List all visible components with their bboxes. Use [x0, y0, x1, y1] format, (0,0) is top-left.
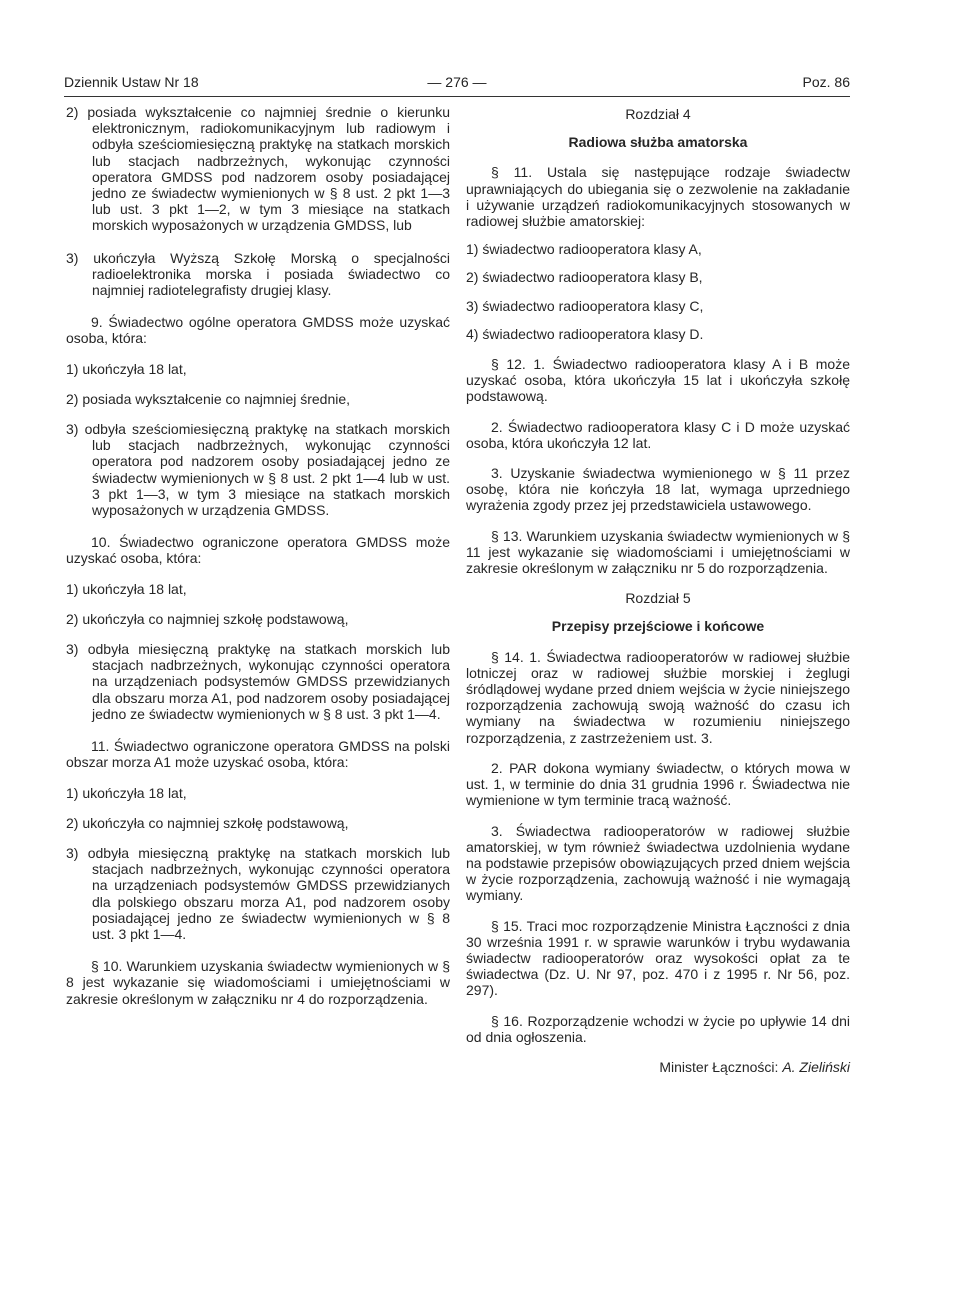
position-number: Poz. 86: [802, 74, 850, 90]
paragraph-11-item-3: 3) świadectwo radiooperatora klasy C,: [466, 297, 704, 314]
paragraph-16: § 16. Rozporządzenie wchodzi w życie po upływie 14 dni od dnia ogłoszenia.: [466, 1012, 850, 1045]
paragraph-12-3: 3. Uzyskanie świadectwa wymienionego w § 11 przez osobę, która nie kończyła 18 lat, wymaga uprzedniego wyrażenia zgody przez jej przedstawiciela ustawowego.: [466, 465, 850, 514]
running-header: [64, 74, 850, 96]
chapter-5-title: Przepisy przejściowe i końcowe: [551, 618, 765, 635]
section-9-item-3: 3) odbyła sześciomiesięczną praktykę na statkach morskich lub stacjach nadbrzeżnych, wykonując czynności operatora pod nadzorem osoby posiadającej jedno ze świadectw wymienionych w § 8 ust. 2 pkt 1—4 lub w ust. 3 pkt 1—3, w tym 3 miesiące na statkach morskich wyposażonych w urządzenia GMDSS.: [66, 421, 450, 519]
signature-role: Minister Łączności:: [659, 1058, 783, 1075]
paragraph-14-3: 3. Świadectwa radiooperatorów w radiowej służbie amatorskiej, w tym również świadectwa uzdolnienia wydane na podstawie przepisów obowiązujących przed dniem wejścia w życie rozporządzenia, zachowują ważność i nie wymagają wymiany.: [466, 822, 850, 904]
paragraph-14-1: § 14. 1. Świadectwa radiooperatorów w radiowej służbie lotniczej oraz w radiowej służbie morskiej i żeglugi śródlądowej wydane przed dniem wejścia w życie niniejszego rozporządzenia zachowują swoją ważność do czasu ich wymiany na świadectwa w rozumieniu niniejszego rozporządzenia, z zastrzeżeniem ust. 3.: [466, 648, 850, 746]
paragraph-11-intro: § 11. Ustala się następujące rodzaje świadectw uprawniających do ubiegania się o zezwolenie na zakładanie i używanie urządzeń radiokomunikacyjnych stosowanych w radiowej służbie amatorskiej:: [466, 164, 850, 230]
left-item-2: 2) posiada wykształcenie co najmniej średnie o kierunku elektronicznym, radiokomunikacyjnym lub radiowym i odbyła sześciomiesięczną praktykę na statkach morskich lub stacjach nadbrzeżnych, wykonując czynności operatora GMDSS pod nadzorem osoby posiadającej jedno ze świadectw wymienionych w § 8 ust. 2 pkt 1—3 lub ust. 3 pkt 1—2, w tym 3 miesiące na statkach morskich wyposażonych w urządzenia GMDSS, lub: [66, 104, 450, 234]
section-10-item-1: 1) ukończyła 18 lat,: [66, 580, 187, 597]
paragraph-11-item-1: 1) świadectwo radiooperatora klasy A,: [466, 241, 702, 258]
paragraph-10: § 10. Warunkiem uzyskania świadectw wymienionych w § 8 jest wykazanie się wiadomościami i umiejętnościami w zakresie określonym w załączniku nr 4 do rozporządzenia.: [66, 958, 450, 1007]
left-column: [66, 104, 450, 1007]
paragraph-12-1: § 12. 1. Świadectwo radiooperatora klasy A i B może uzyskać osoba, która ukończyła 15 lat i ukończyła szkołę podstawową.: [466, 356, 850, 405]
section-10-intro: 10. Świadectwo ograniczone operatora GMDSS może uzyskać osoba, która:: [66, 534, 450, 567]
signature: [466, 1059, 850, 1075]
section-9-intro: 9. Świadectwo ogólne operatora GMDSS może uzyskać osoba, która:: [66, 314, 450, 347]
header-rule: [64, 96, 850, 97]
section-10-item-3: 3) odbyła miesięczną praktykę na statkach morskich lub stacjach nadbrzeżnych, wykonując czynności operatora na urządzeniach podsystemów GMDSS przewidzianych dla obszaru morza A1, pod nadzorem osoby posiadającej jedno ze świadectw wymienionych w § 8 ust. 3 pkt 1—4.: [66, 641, 450, 722]
section-10-item-2: 2) ukończyła co najmniej szkołę podstawową,: [66, 610, 349, 627]
chapter-4-label: Rozdział 4: [625, 106, 691, 122]
section-11-item-1: 1) ukończyła 18 lat,: [66, 784, 187, 801]
right-column: [466, 104, 850, 1075]
chapter-4-title: Radiowa służba amatorska: [568, 134, 748, 151]
paragraph-12-2: 2. Świadectwo radiooperatora klasy C i D może uzyskać osoba, która ukończyła 12 lat.: [466, 418, 850, 451]
paragraph-15: § 15. Traci moc rozporządzenie Ministra Łączności z dnia 30 września 1991 r. w sprawie warunków i trybu wydawania świadectw radiooperatorów oraz wysokości opłat za te świadectwa (Dz. U. Nr 97, poz. 470 i z 1995 r. Nr 56, poz. 297).: [466, 917, 850, 999]
paragraph-11-item-4: 4) świadectwo radiooperatora klasy D.: [466, 325, 704, 342]
section-11-item-2: 2) ukończyła co najmniej szkołę podstawową,: [66, 814, 349, 831]
page-number: — 276 —: [427, 74, 487, 90]
signature-name: A. Zieliński: [782, 1058, 850, 1075]
section-11-intro: 11. Świadectwo ograniczone operatora GMDSS na polski obszar morza A1 może uzyskać osoba, która:: [66, 738, 450, 771]
section-9-item-1: 1) ukończyła 18 lat,: [66, 360, 187, 377]
paragraph-14-2: 2. PAR dokona wymiany świadectw, o których mowa w ust. 1, w terminie do dnia 31 grudnia 1996 r. Świadectwa nie wymienione w tym terminie tracą ważność.: [466, 759, 850, 809]
chapter-5-label: Rozdział 5: [625, 590, 691, 607]
section-11-item-3: 3) odbyła miesięczną praktykę na statkach morskich lub stacjach nadbrzeżnych, wykonując czynności operatora na urządzeniach podsystemów GMDSS przewidzianych dla polskiego obszaru morza A1, pod nadzorem osoby posiadającej jedno ze świadectw wymienionych w § 8 ust. 3 pkt 1—4.: [66, 844, 450, 942]
paragraph-11-item-2: 2) świadectwo radiooperatora klasy B,: [466, 269, 703, 286]
section-9-item-2: 2) posiada wykształcenie co najmniej średnie,: [66, 390, 351, 407]
paragraph-13: § 13. Warunkiem uzyskania świadectw wymienionych w § 11 jest wykazanie się wiadomościami i umiejętnościami w zakresie określonym w załączniku nr 5 do rozporządzenia.: [466, 527, 850, 577]
journal-title: Dziennik Ustaw Nr 18: [64, 74, 199, 90]
left-item-3: 3) ukończyła Wyższą Szkołę Morską o specjalności radioelektronika morska i posiada świadectwo co najmniej radiotelegrafisty drugiej klasy.: [66, 249, 450, 299]
